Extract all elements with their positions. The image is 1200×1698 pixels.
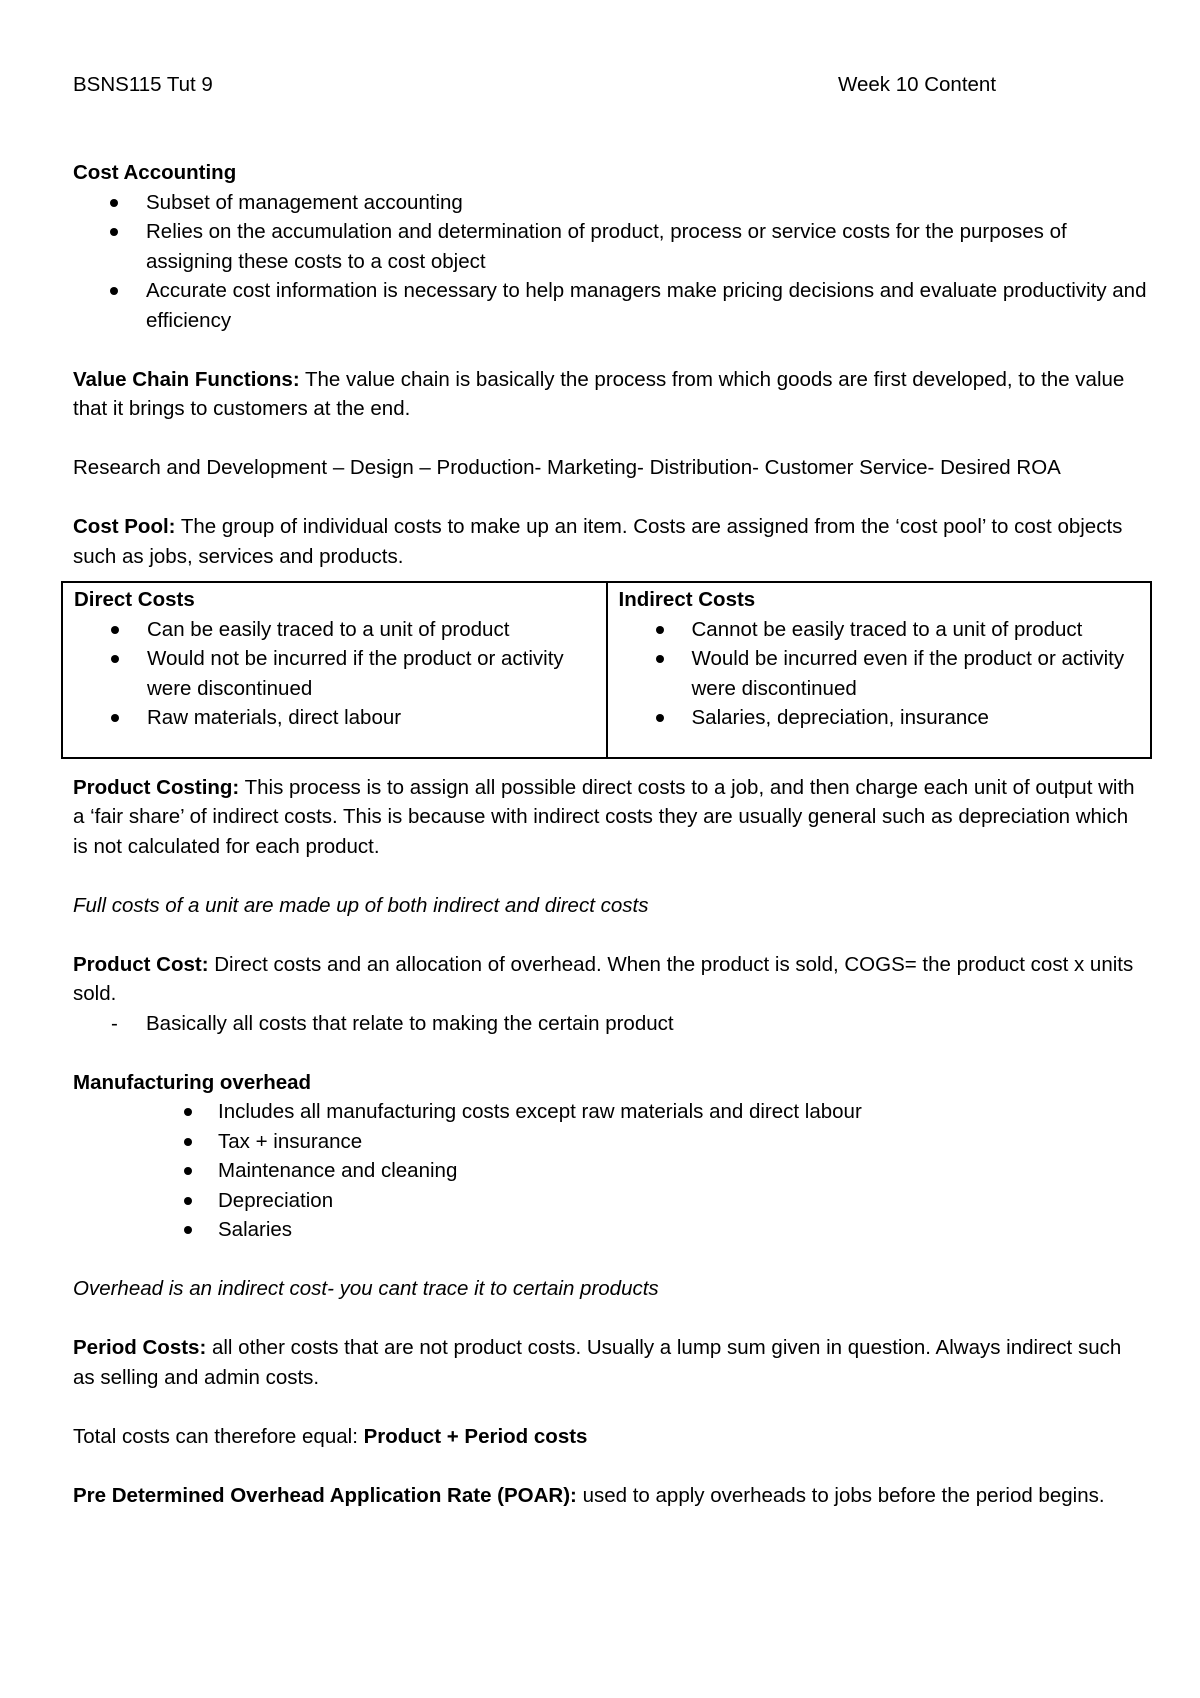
list-item: Relies on the accumulation and determination of product, process or service costs for the purposes of assigning these costs to a cost object [73, 217, 1148, 276]
section-poar [73, 1481, 1148, 1511]
direct-costs-cell [62, 582, 607, 758]
direct-costs-title: Direct Costs [74, 588, 195, 611]
product-cost-label: Product Cost: [73, 952, 209, 976]
poar-text: used to apply overheads to jobs before the period begins. [576, 1483, 1105, 1507]
manufacturing-overhead-list [73, 1097, 1148, 1245]
list-item: Depreciation [73, 1186, 1148, 1216]
section-product-costing [73, 773, 1148, 862]
value-chain-sequence: Research and Development – Design – Production- Marketing- Distribution- Customer Service- Desired ROA [73, 456, 1061, 479]
value-chain-paragraph [73, 365, 1148, 424]
list-item: Subset of management accounting [73, 188, 1148, 218]
total-costs-text: Total costs can therefore equal: [73, 1424, 364, 1448]
period-costs-paragraph [73, 1333, 1148, 1392]
list-item: Maintenance and cleaning [73, 1156, 1148, 1186]
cost-accounting-title: Cost Accounting [73, 161, 237, 184]
product-cost-dash-list [73, 1009, 1148, 1039]
section-manufacturing-overhead [73, 1068, 1148, 1245]
manufacturing-overhead-title: Manufacturing overhead [73, 1070, 312, 1094]
list-item: Cannot be easily traced to a unit of product [619, 615, 1141, 645]
value-chain-text: The value chain is basically the process from which goods are first developed, to the value that it brings to customers at the end. [73, 367, 1125, 420]
product-costing-text: This process is to assign all possible direct costs to a job, and then charge each unit of output with a ‘fair share’ of indirect costs. This is because with indirect costs they are usually general such as depreciation which is not calculated for each product. [73, 775, 1135, 858]
costs-table [61, 581, 1152, 759]
section-cost-pool [73, 512, 1148, 571]
document-page [73, 70, 1148, 1510]
list-item: Includes all manufacturing costs except raw materials and direct labour [73, 1097, 1148, 1127]
indirect-costs-list [619, 615, 1141, 733]
section-product-cost [73, 950, 1148, 1039]
cost-pool-text: The group of individual costs to make up an item. Costs are assigned from the ‘cost pool’ to cost objects such as jobs, services and products. [73, 515, 1123, 568]
product-costing-paragraph [73, 773, 1148, 862]
list-item: Accurate cost information is necessary to help managers make pricing decisions and evaluate productivity and efficiency [73, 276, 1148, 335]
cost-pool-paragraph [73, 512, 1148, 571]
cost-pool-label: Cost Pool: [73, 515, 176, 538]
section-cost-accounting [73, 158, 1148, 335]
total-costs-paragraph [73, 1422, 1148, 1452]
direct-costs-list [74, 615, 596, 733]
list-item: - Basically all costs that relate to making the certain product [73, 1009, 1148, 1039]
list-item: Would be incurred even if the product or activity were discontinued [619, 644, 1141, 703]
product-cost-paragraph [73, 950, 1148, 1009]
poar-paragraph [73, 1481, 1148, 1511]
product-costing-label: Product Costing: [73, 775, 240, 799]
indirect-costs-cell [607, 582, 1152, 758]
list-item: Raw materials, direct labour [74, 703, 596, 733]
poar-label: Pre Determined Overhead Application Rate (POAR): [73, 1483, 577, 1507]
section-period-costs [73, 1333, 1148, 1392]
list-item: Tax + insurance [73, 1127, 1148, 1157]
page-header [73, 70, 1148, 100]
table-row [62, 582, 1151, 758]
value-chain-label: Value Chain Functions: [73, 367, 300, 391]
header-week: Week 10 Content [838, 73, 997, 96]
product-cost-text: Direct costs and an allocation of overhead. When the product is sold, COGS= the product cost x units sold. [73, 952, 1134, 1005]
total-costs-bold: Product + Period costs [363, 1424, 588, 1448]
cost-accounting-list [73, 188, 1148, 336]
header-course: BSNS115 Tut 9 [73, 73, 213, 96]
section-value-chain [73, 365, 1148, 483]
indirect-costs-title: Indirect Costs [618, 588, 756, 611]
overhead-note: Overhead is an indirect cost- you cant trace it to certain products [73, 1277, 659, 1300]
list-item: Salaries, depreciation, insurance [619, 703, 1141, 733]
period-costs-label: Period Costs: [73, 1336, 207, 1359]
full-costs-note: Full costs of a unit are made up of both indirect and direct costs [73, 893, 649, 917]
period-costs-text: all other costs that are not product costs. Usually a lump sum given in question. Always indirect such as selling and admin costs. [73, 1336, 1122, 1389]
list-item: Can be easily traced to a unit of product [74, 615, 596, 645]
list-item: Salaries [73, 1215, 1148, 1245]
list-item: Would not be incurred if the product or activity were discontinued [74, 644, 596, 703]
